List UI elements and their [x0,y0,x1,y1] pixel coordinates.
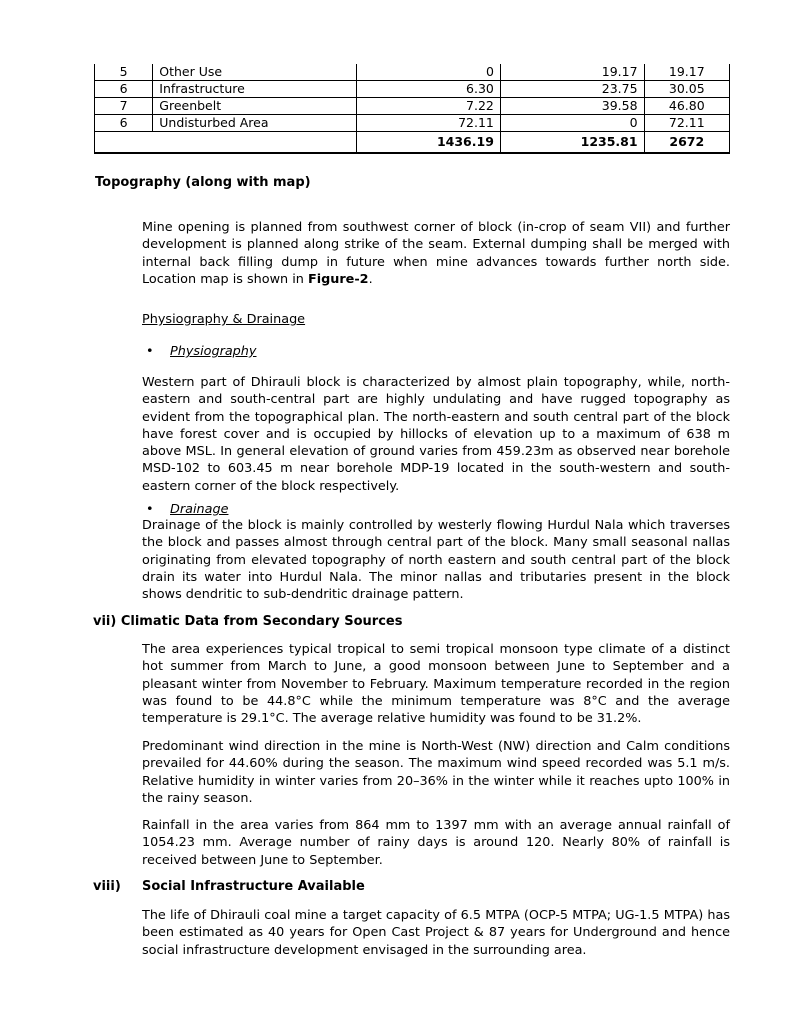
table-total-row [95,132,730,154]
physiography-paragraph: Western part of Dhirauli block is characterized by almost plain topography, while, north-eastern and south-central part are highly undulating and have rugged topography as evident from the topographical plan. The north-eastern and south central part of the block have forest cover and is occupied by hillocks of elevation up to a maximum of 638 m above MSL. In general elevation of ground varies from 459.23m as observed near borehole MSD-102 to 603.45 m near borehole MDP-19 located in the south-western and south-eastern corner of the block respectively. [142,375,730,494]
cell-value: 7.22 [357,98,501,115]
cell-value: 0 [500,115,644,132]
table-row [95,115,730,132]
cell-total: 30.05 [644,81,729,98]
cell-value: 0 [357,64,501,81]
cell-total: 19.17 [644,64,729,81]
cell-value: 6.30 [357,81,501,98]
cell-name: Greenbelt [153,98,357,115]
cell-grand-total: 2672 [644,132,729,154]
topography-paragraph [142,219,730,288]
physiography-drainage-heading: Physiography & Drainage [142,312,306,327]
cell-total: 46.80 [644,98,729,115]
topography-text-end: . [368,271,373,287]
cell-value: 72.11 [357,115,501,132]
drainage-paragraph: Drainage of the block is mainly controlled by westerly flowing Hurdul Nala which traverses the block and passes almost through central part of the block. Many small seasonal nallas originating from elevated topography of north eastern and south central part of the block drain its water into Hurdul Nala. The minor nallas and tributaries present in the block shows dendritic to sub-dendritic drainage pattern. [142,518,730,603]
cell-sno: 7 [95,98,153,115]
cell-value: 23.75 [500,81,644,98]
social-paragraph: The life of Dhirauli coal mine a target capacity of 6.5 MTPA (OCP-5 MTPA; UG-1.5 MTPA) has been estimated as 40 years for Open Cast Project & 87 years for Underground and hence social infrastructure development envisaged in the surrounding area. [142,908,730,958]
bullet-icon: • [146,502,154,517]
table-row [95,81,730,98]
cell-sno: 6 [95,115,153,132]
cell-empty [95,132,357,154]
social-numeral: viii) [93,879,121,894]
cell-name: Undisturbed Area [153,115,357,132]
cell-total: 72.11 [644,115,729,132]
figure-reference: Figure-2 [307,271,369,287]
social-heading: Social Infrastructure Available [142,879,365,894]
climatic-paragraph-3: Rainfall in the area varies from 864 mm to 1397 mm with an average annual rainfall of 1054.23 mm. Average number of rainy days is around 120. Nearly 80% of rainfall is received between June to September. [142,818,730,868]
climatic-heading: vii) Climatic Data from Secondary Sources [93,614,403,629]
cell-value: 39.58 [500,98,644,115]
table-row [95,98,730,115]
cell-name: Other Use [153,64,357,81]
topography-heading: Topography (along with map) [95,175,311,190]
topography-text: Mine opening is planned from southwest corner of block (in-crop of seam VII) and further development is planned along strike of the seam. External dumping shall be merged with internal back filling dump in future when mine advances towards further north side. Location map is shown in [142,220,730,287]
land-use-table [94,64,730,154]
cell-sno: 5 [95,64,153,81]
bullet-icon: • [146,344,154,359]
drainage-bullet [146,502,228,517]
cell-total-value: 1235.81 [500,132,644,154]
cell-total-value: 1436.19 [357,132,501,154]
cell-sno: 6 [95,81,153,98]
drainage-label: Drainage [170,502,229,517]
climatic-paragraph-1: The area experiences typical tropical to semi tropical monsoon type climate of a distinct hot summer from March to June, a good monsoon between June to September and a pleasant winter from November to February. Maximum temperature recorded in the region was found to be 44.8°C while the minimum temperature was 8°C and the average temperature is 29.1°C. The average relative humidity was found to be 31.2%. [142,642,730,727]
physiography-bullet [146,344,257,359]
physiography-label: Physiography [170,344,257,359]
cell-value: 19.17 [500,64,644,81]
climatic-paragraph-2: Predominant wind direction in the mine is North-West (NW) direction and Calm conditions prevailed for 44.60% during the season. The maximum wind speed recorded was 5.1 m/s. Relative humidity in winter varies from 20–36% in the winter while it reaches upto 100% in the rainy season. [142,739,730,806]
cell-name: Infrastructure [153,81,357,98]
table-row [95,64,730,81]
